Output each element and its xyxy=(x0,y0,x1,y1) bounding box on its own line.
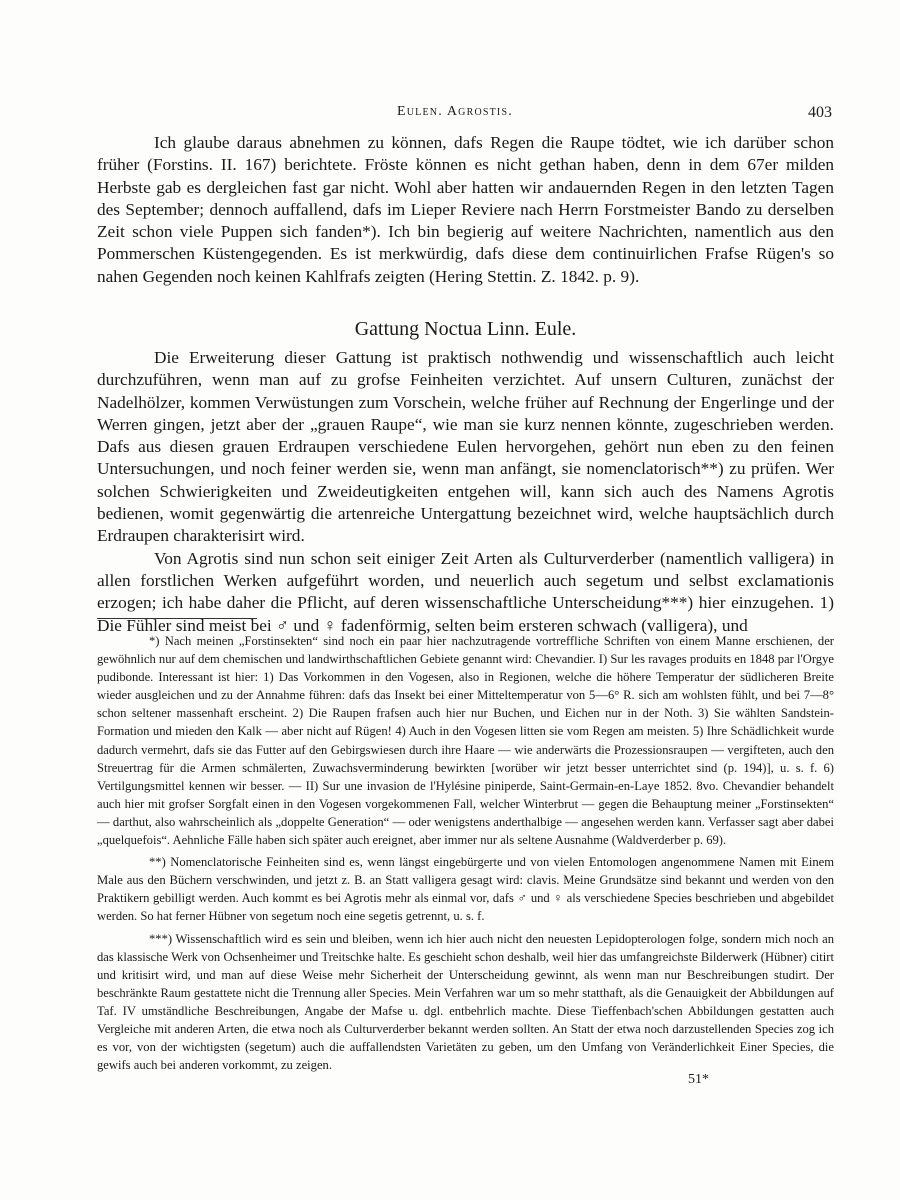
body-paragraph-1 xyxy=(97,132,834,288)
body-paragraph-2 xyxy=(97,347,834,637)
page-number: 403 xyxy=(808,104,832,121)
page-header xyxy=(97,104,832,124)
footnote-2: **) Nomenclatorische Feinheiten sind es, wenn längst eingebürgerte und von vielen Entomologen angenommene Namen mit Einem Male aus den Büchern verschwinden, und jetzt z. B. an Statt valligera gesagt wird: clavis. Meine Grundsätze sind bekannt und werden von den Praktikern gebilligt werden. Auch kommt es bei Agrotis mehr als einmal vor, dafs ♂ und ♀ als verschiedene Species beschrieben und abgebildet werden. So hat ferner Hübner von segetum noch eine segetis getrennt, u. s. f. xyxy=(97,855,834,924)
paragraph: Ich glaube daraus abnehmen zu können, dafs Regen die Raupe tödtet, wie ich darüber schon früher (Forstins. II. 167) berichtete. Fröste können es nicht gethan haben, denn in dem 67er milden Herbste gab es dergleichen fast gar nicht. Wohl aber hatten wir andauernden Regen in den letzten Tagen des September; dennoch auffallend, dafs im Lieper Reviere nach Herrn Forstmeister Bando zu derselben Zeit schon viele Puppen sich fanden*). Ich bin begierig auf weitere Nachrichten, namentlich aus den Pommerschen Küstengegenden. Es ist merkwürdig, dafs diese dem continuirlichen Frafse Rügen's so nahen Gegenden noch keinen Kahlfrafs zeigten (Hering Stettin. Z. 1842. p. 9). xyxy=(97,133,834,286)
paragraph: Von Agrotis sind nun schon seit einiger Zeit Arten als Culturverderber (namentlich valligera) in allen forstlichen Werken aufgeführt worden, und neuerlich auch segetum und selbst exclamationis erzogen; ich habe daher die Pflicht, auf deren wissenschaftliche Unterscheidung***) hier einzugehen. 1) Die Fühler sind meist bei ♂ und ♀ fadenförmig, selten beim ersteren schwach (valligera), und xyxy=(97,548,834,635)
paragraph: Die Erweiterung dieser Gattung ist praktisch nothwendig und wissenschaftlich auch leicht durchzuführen, wenn man auf zu grofse Feinheiten verzichtet. Auf unsern Culturen, zunächst der Nadelhölzer, kommen Verwüstungen zum Vorschein, welche früher auf Rechnung der Engerlinge und der Werren gingen, jetzt aber der „grauen Raupe“, wie man sie kurz nennen könnte, zugeschrieben werden. Dafs aus diesen grauen Erdraupen verschiedene Eulen hervorgehen, gehört nun eben zu den feinen Untersuchungen, und noch feiner werden sie, wenn man anfängt, sie nomenclatorisch**) zu prüfen. Wer solchen Schwierigkeiten und Zweideutigkeiten entgehen will, kann sich auch des Namens Agrotis bedienen, womit gegenwärtig die artenreiche Untergattung bezeichnet wird, welche hauptsächlich durch Erdraupen charakterisirt wird. xyxy=(97,348,834,546)
footnotes xyxy=(97,632,834,1074)
footnote-separator xyxy=(97,618,257,619)
running-title: Eulen. Agrostis. xyxy=(397,104,513,119)
footnote-3: ***) Wissenschaftlich wird es sein und bleiben, wenn ich hier auch nicht den neuesten Lepidopterologen folge, sondern mich noch an das klassische Werk von Ochsenheimer und Treitschke halte. Es geschieht schon deshalb, weil hier das umfangreichste Bilderwerk (Hübner) citirt und kritisirt wird, und man auf diese Weise mehr Sicherheit der Unterscheidung gewinnt, als wenn man nur Beschreibungen studirt. Der beschränkte Raum gestattete nicht die Trennung aller Species. Mein Verfahren war um so mehr statthaft, als die Genauigkeit der Abbildungen auf Taf. IV umständliche Beschreibungen, Angabe der Mafse u. dgl. entbehrlich machte. Diese Tieffenbach'schen Abbildungen gestatten auch Vergleiche mit anderen Arten, die etwa noch als Culturverderber bekannt werden sollten. An Statt der etwa noch darzustellenden Species zog ich es vor, von der wichtigsten (segetum) auch die auffallendsten Varietäten zu geben, um den Umfang von Veränderlichkeit Einer Species, die gewifs auch bei anderen vorkommt, zu zeigen. xyxy=(97,931,834,1073)
section-heading: Gattung Noctua Linn. Eule. xyxy=(354,318,577,340)
footnote-1: *) Nach meinen „Forstinsekten“ sind noch ein paar hier nachzutragende vortreffliche Schriften von einem Manne erschienen, der gewöhnlich nur auf dem chemischen und landwirthschaftlichen Gebiete genannt wird: Chevandier. I) Sur les ravages produits en 1848 par l'Orgye pudibonde. Interessant ist hier: 1) Das Vorkommen in den Vogesen, also in Regionen, welche die höhere Temperatur der südlicheren Breite wieder ausgleichen und zu der Annahme führen: dafs das Insekt bei einer Mitteltemperatur von 5—6° R. sich am wohlsten fühlt, und bei 7—8° schon seltener massenhaft erscheint. 2) Die Raupen frafsen auch hier nur Buchen, und Eichen nur in der Noth. 3) Sie wählten Sandstein-Formation und mieden den Kalk — aber nicht auf Rügen! 4) Auch in den Vogesen litten sie vom Regen am meisten. 5) Ihre Schädlichkeit wurde dadurch vermehrt, dafs sie das Futter auf den Gebirgswiesen durch ihre Haare — wie anderwärts die Prozessionsraupen — vergifteten, auch den Streuertrag für die Armen schmälerten, Zuwachsverminderung bewirkten [worüber wir jetzt besser unterrichtet sind (p. 194)], u. s. f. 6) Vertilgungsmittel kennen wir besser. — II) Sur une invasion de l'Hylésine piniperde, Saint-Germain-en-Laye 1852. 8vo. Chevandier behandelt auch hier mit grofser Sorgfalt einen in den Vogesen vorgekommenen Fall, welcher Winterbrut — gegen die Behauptung meiner „Forstinsekten“ — darthut, also wahrscheinlich als „doppelte Generation“ — oder wenigstens anderthalbige — angesehen werden kann. Verfasser sagt aber dabei „quelquefois“. Aehnliche Fälle haben sich später auch ereignet, aber immer nur als seltene Ausnahme (Waldverderber p. 69). xyxy=(97,634,834,848)
printer-signature: 51* xyxy=(688,1072,709,1087)
